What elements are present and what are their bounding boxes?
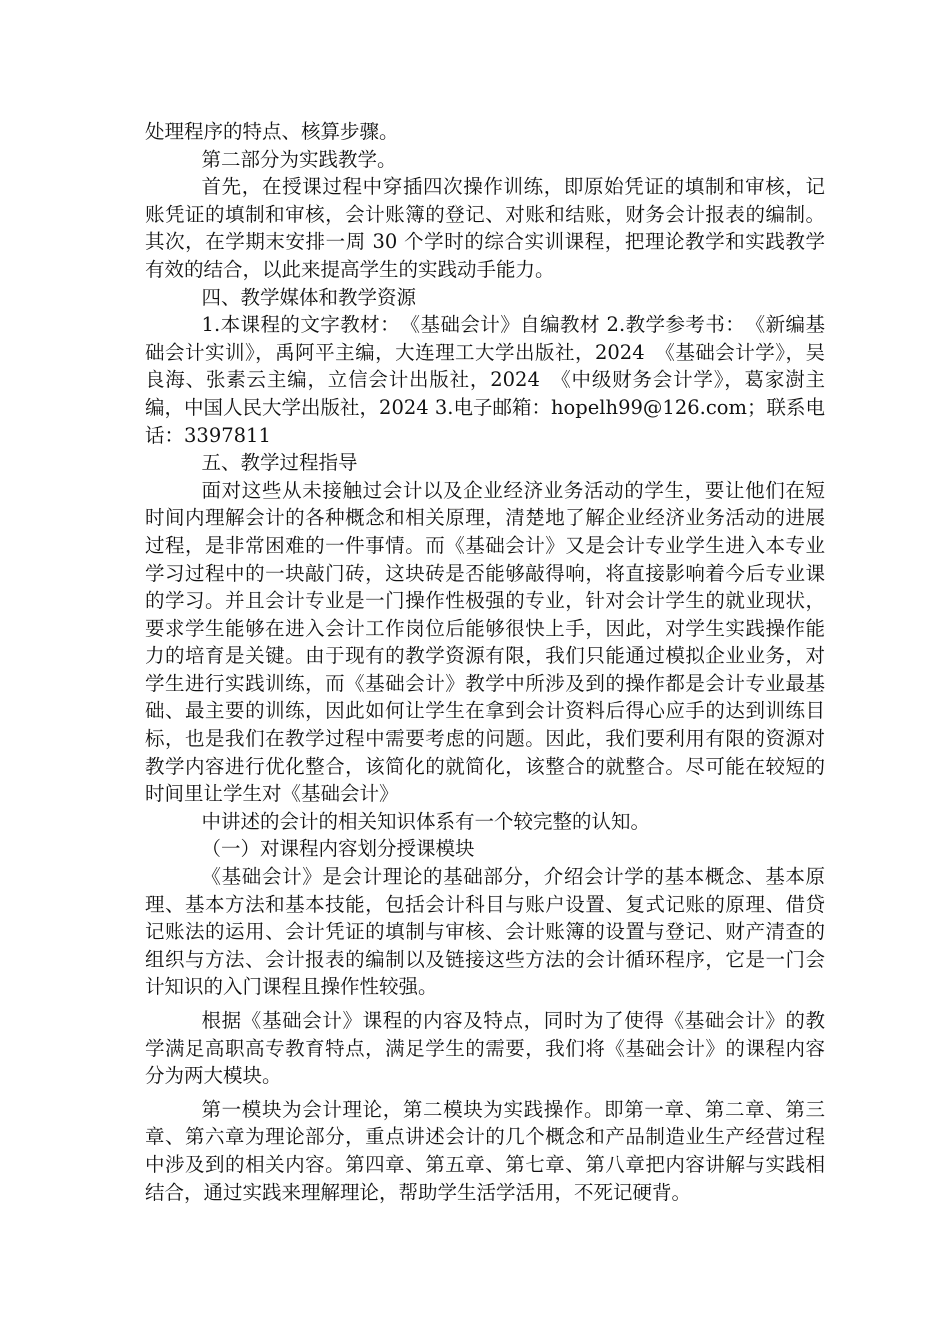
paragraph-module-division: 根据《基础会计》课程的内容及特点，同时为了使得《基础会计》的教学满足高职高专教育特点，满足学生的需要，我们将《基础会计》的课程内容分为两大模块。 (145, 1009, 825, 1088)
paragraph-textbooks-references: 1.本课程的文字教材： 《基础会计》自编教材 2.教学参考书： 《新编基础会计实训》，禹阿平主编，大连理工大学出版社，2024 《基础会计学》，吴良海、张素云主编，立信会计出版社，2024 《中级财务会计学》，葛家澍主编，中国人民大学出版社，2024 3.电子邮箱：hopelh99@126.com；联系电话：3397811 (145, 313, 825, 447)
paragraph-teaching-challenges: 面对这些从未接触过会计以及企业经济业务活动的学生，要让他们在短时间内理解会计的各种概念和相关原理，清楚地了解企业经济业务活动的进展过程，是非常困难的一件事情。而《基础会计》又是会计专业学生进入本专业学习过程中的一块敲门砖，这块砖是否能够敲得响，将直接影响着今后专业课的学习。并且会计专业是一门操作性极强的专业，针对会计学生的就业现状，要求学生能够在进入会计工作岗位后能够很快上手，因此，对学生实践操作能力的培育是关键。由于现有的教学资源有限，我们只能通过模拟企业业务，对学生进行实践训练，而《基础会计》教学中所涉及到的操作都是会计专业最基础、最主要的训练，因此如何让学生在拿到会计资料后得心应手的达到训练目标，也是我们在教学过程中需要考虑的问题。因此，我们要利用有限的资源对教学内容进行优化整合，该简化的就简化，该整合的就整合。尽可能在较短的时间里让学生对《基础会计》 (145, 478, 825, 806)
section-heading-teaching-guidance: 五、教学过程指导 (201, 451, 358, 475)
paragraph-module-details: 第一模块为会计理论，第二模块为实践操作。即第一章、第二章、第三章、第六章为理论部分，重点讲述会计的几个概念和产品制造业生产经营过程中涉及到的相关内容。第四章、第五章、第七章、第八章把内容讲解与实践相结合，通过实践来理解理论，帮助学生活学活用，不死记硬背。 (145, 1097, 825, 1204)
paragraph-knowledge-system: 中讲述的会计的相关知识体系有一个较完整的认知。 (201, 809, 651, 833)
paragraph-practice-teaching: 第二部分为实践教学。 (201, 147, 397, 171)
section-heading-media-resources: 四、教学媒体和教学资源 (201, 285, 417, 309)
subheading-course-modules: （一）对课程内容划分授课模块 (201, 837, 475, 861)
paragraph-operation-training: 首先，在授课过程中穿插四次操作训练，即原始凭证的填制和审核，记账凭证的填制和审核，会计账簿的登记、对账和结账，财务会计报表的编制。其次，在学期末安排一周 30 个学时的综合实训课程，把理论教学和实践教学有效的结合，以此来提高学生的实践动手能力。 (145, 175, 825, 281)
paragraph-process-features: 处理程序的特点、核算步骤。 (145, 120, 399, 143)
document-page (145, 118, 825, 1206)
paragraph-course-introduction: 《基础会计》是会计理论的基础部分，介绍会计学的基本概念、基本原理、基本方法和基本技能，包括会计科目与账户设置、复式记账的原理、借贷记账法的运用、会计凭证的填制与审核、会计账簿的设置与登记、财产清查的组织与方法、会计报表的编制以及链接这些方法的会计循环程序，它是一门会计知识的入门课程且操作性较强。 (145, 865, 825, 999)
